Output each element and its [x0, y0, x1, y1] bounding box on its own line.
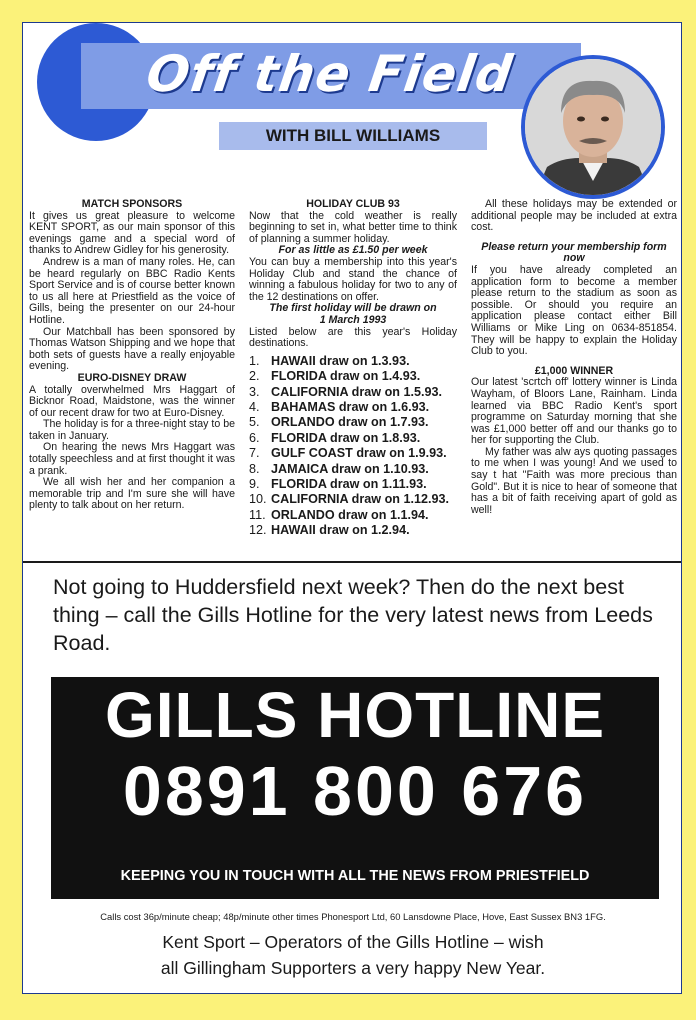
membership-paragraph-2: If you have already completed an application form to become a member please return to the stadium as soon as possible. Or should you require an application please contact either Bill Williams or Mike Ling on 0634-851854. They will be happy to explain the Holiday Club to you.: [471, 263, 677, 358]
first-draw-line-1: The first holiday will be drawn on: [269, 302, 437, 315]
euro-disney-heading: EURO-DISNEY DRAW: [77, 371, 187, 384]
list-item: 7. GULF COAST draw on 1.9.93.: [249, 446, 447, 461]
list-item: 6. FLORIDA draw on 1.8.93.: [249, 430, 421, 445]
list-item: 9. FLORIDA draw on 1.11.93.: [249, 476, 427, 491]
new-year-line-1: Kent Sport – Operators of the Gills Hotline – wish: [162, 932, 544, 952]
list-item: 12. HAWAII draw on 1.2.94.: [249, 523, 410, 538]
list-item: 1. HAWAII draw on 1.3.93.: [249, 353, 410, 368]
author-portrait: [521, 55, 665, 199]
sponsors-paragraph-1: It gives us great pleasure to welcome KENT SPORT, as our main sponsor of this evenings game and a special word of thanks to Andrew Gidley for his generosity.: [29, 209, 235, 257]
list-item: 11. ORLANDO draw on 1.1.94.: [249, 507, 429, 522]
list-item: 4. BAHAMAS draw on 1.6.93.: [249, 399, 430, 414]
calls-cost-note: Calls cost 36p/minute cheap; 48p/minute other times Phonesport Ltd, 60 Lansdowne Place, Hove, East Sussex BN3 1FG.: [100, 911, 606, 922]
winner-paragraph-1: Our latest 'scrtch off' lottery winner is Linda Wayham, of Bloors Lane, Rainham. Linda learned via BBC Radio Kent's sport programme on Saturday morning that she was £1,000 better off and our thanks go to her for supporting the Club.: [471, 376, 677, 447]
draw-list: [249, 354, 457, 539]
return-form-heading: Please return your membership form now: [481, 240, 667, 265]
list-item: 3. CALIFORNIA draw on 1.5.93.: [249, 384, 442, 399]
holiday-paragraph-1: Now that the cold weather is really beginning to set in, what better time to think of planning a summer holiday.: [249, 209, 457, 245]
disney-paragraph-4: We all wish her and her companion a memorable trip and I'm sure she will have plenty to talk about on her return.: [29, 476, 235, 512]
price-heading: For as little as £1.50 per week: [278, 244, 428, 257]
hotline-number: 0891 800 676: [122, 752, 588, 830]
disney-paragraph-3: On hearing the news Mrs Haggart was totally speechless and at first thought it was a prank.: [29, 441, 235, 477]
page-title: Off the Field: [142, 45, 517, 103]
hotline-strapline: KEEPING YOU IN TOUCH WITH ALL THE NEWS FROM PRIESTFIELD: [120, 868, 590, 884]
advert-teaser: Not going to Huddersfield next week? Then do the next best thing – call the Gills Hotline for the very latest news from Leeds Road.: [53, 575, 653, 655]
list-item: 10. CALIFORNIA draw on 1.12.93.: [249, 492, 449, 507]
winner-paragraph-2: My father was alw ays quoting passages to me when I was young! And we used to say t hat "Faith was more precious than Gold". But it is nice to hear of someone that has a bit of faith receiving apart of gold as well!: [471, 445, 677, 516]
programme-page: [22, 22, 682, 994]
list-item: 5. ORLANDO draw on 1.7.93.: [249, 415, 429, 430]
disney-paragraph-2: The holiday is for a three-night stay to be taken in January.: [29, 418, 235, 442]
holiday-club-heading: HOLIDAY CLUB 93: [306, 198, 400, 210]
section-divider: [23, 561, 681, 563]
sponsors-paragraph-2: Andrew is a man of many roles. He, can be heard regularly on BBC Radio Kents Sport Service and is of course better known to us all here at Priestfield as the voice of Gills, being the presenter on our 24-hour Hotline.: [29, 255, 235, 326]
new-year-line-2: all Gillingham Supporters a very happy New Year.: [160, 958, 546, 978]
column-membership: [471, 199, 677, 516]
match-sponsors-heading: MATCH SPONSORS: [81, 198, 183, 210]
sponsors-paragraph-3: Our Matchball has been sponsored by Thomas Watson Shipping and we hope that both sets of guests have a really enjoyable evening.: [29, 325, 235, 373]
hotline-banner: [51, 677, 659, 899]
winner-heading: £1,000 WINNER: [534, 364, 614, 377]
column-holiday-club: [249, 199, 457, 539]
membership-paragraph-1: All these holidays may be extended or additional people may be included at extra cost.: [471, 198, 677, 234]
portrait-illustration: [525, 59, 661, 195]
column-sponsors: [29, 199, 235, 512]
hotline-title: GILLS HOTLINE: [104, 679, 606, 751]
list-item: 8. JAMAICA draw on 1.10.93.: [249, 461, 429, 476]
list-item: 2. FLORIDA draw on 1.4.93.: [249, 369, 421, 384]
page-subtitle: WITH BILL WILLIAMS: [265, 126, 441, 145]
first-draw-line-2: 1 March 1993: [319, 313, 387, 326]
disney-paragraph-1: A totally overwhelmed Mrs Haggart of Bicknor Road, Maidstone, was the winner of our recent draw for two at Euro-Disney.: [29, 383, 235, 419]
holiday-paragraph-2: You can buy a membership into this year's Holiday Club and stand the chance of winning a fabulous holiday for two to any of the 12 destinations on offer.: [249, 255, 457, 303]
holiday-paragraph-3: Listed below are this year's Holiday destinations.: [249, 325, 457, 350]
new-year-message: [23, 929, 682, 981]
